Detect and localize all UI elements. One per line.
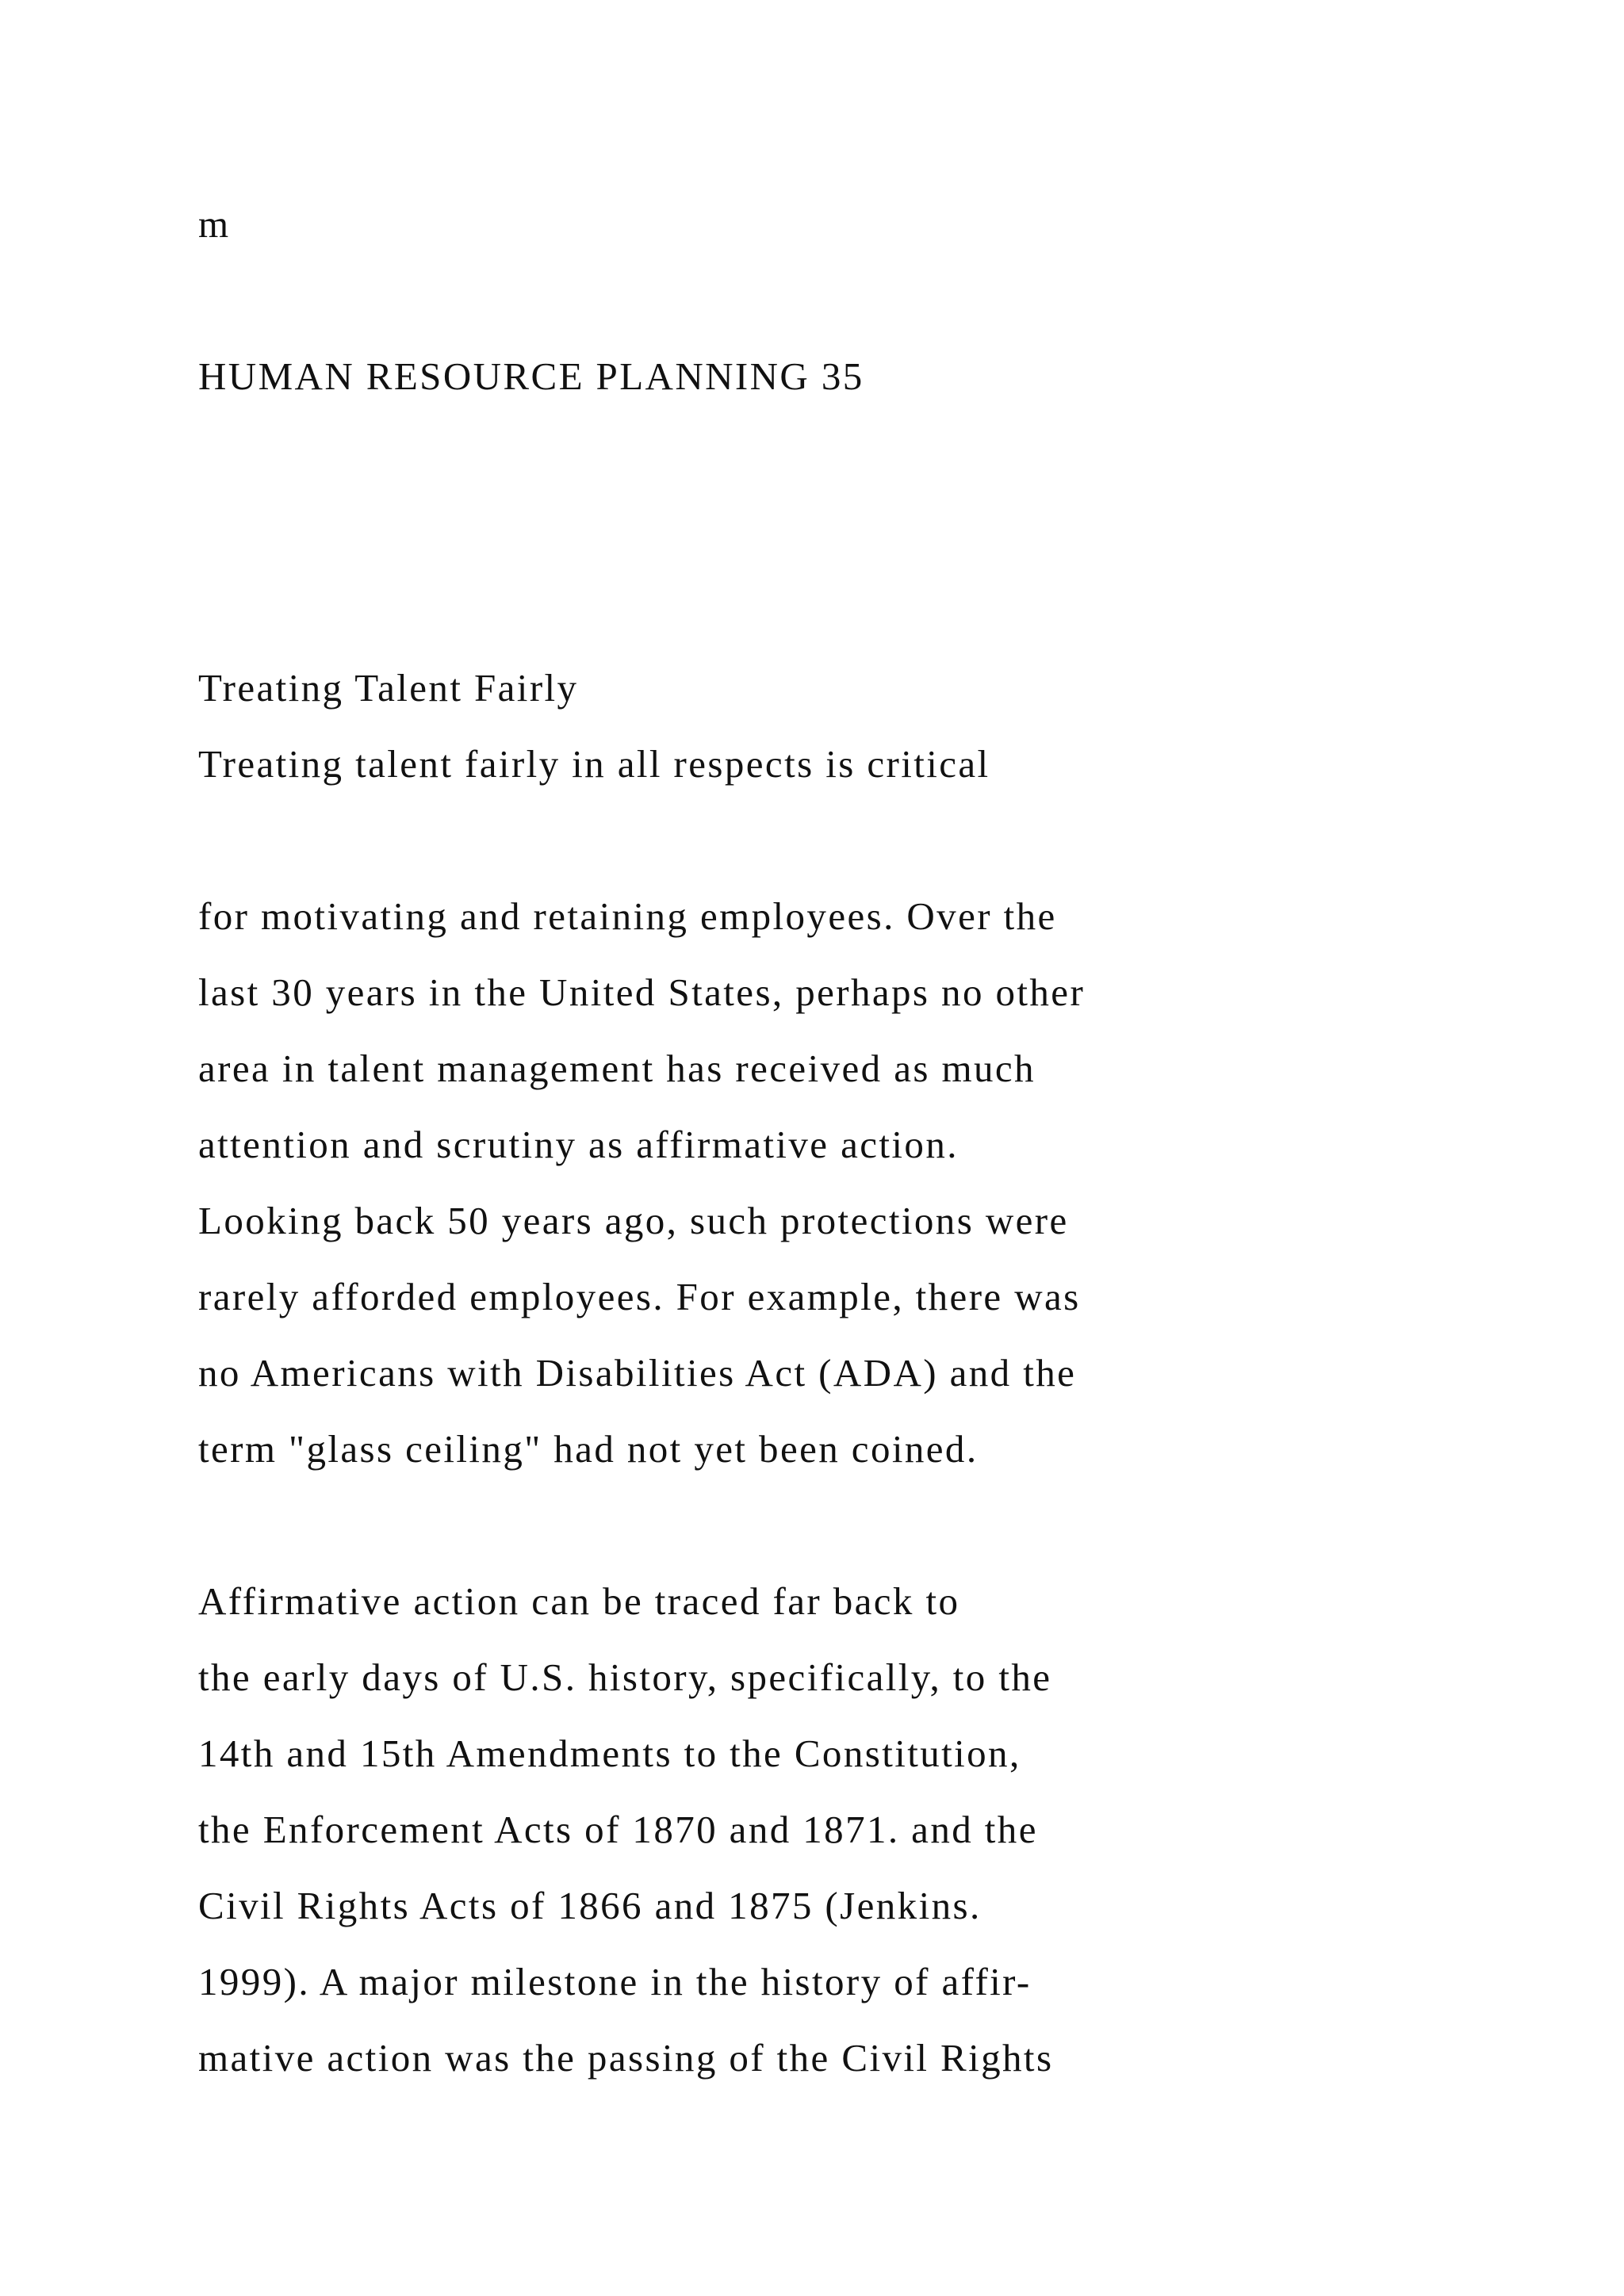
text-line: attention and scrutiny as affirmative action. bbox=[198, 1123, 959, 1166]
text-line: 14th and 15th Amendments to the Constitution, bbox=[198, 1732, 1021, 1775]
text-line: last 30 years in the United States, perhaps no other bbox=[198, 970, 1086, 1014]
stray-mark: m bbox=[198, 202, 231, 246]
text-line: area in talent management has received as much bbox=[198, 1047, 1036, 1090]
text-line: Looking back 50 years ago, such protections were bbox=[198, 1199, 1069, 1242]
text-line: rarely afforded employees. For example, there was bbox=[198, 1275, 1081, 1318]
text-line: mative action was the passing of the Civil Rights bbox=[198, 2036, 1054, 2080]
intro-line: Treating talent fairly in all respects is critical bbox=[198, 742, 990, 786]
text-line: term "glass ceiling" had not yet been coined. bbox=[198, 1427, 979, 1471]
text-line: the Enforcement Acts of 1870 and 1871. and the bbox=[198, 1808, 1038, 1851]
section-heading: Treating Talent Fairly bbox=[198, 666, 579, 710]
text-line: no Americans with Disabilities Act (ADA) and the bbox=[198, 1351, 1077, 1395]
text-line: the early days of U.S. history, specifically, to the bbox=[198, 1655, 1052, 1699]
text-line: Civil Rights Acts of 1866 and 1875 (Jenkins. bbox=[198, 1884, 982, 1927]
text-line: 1999). A major milestone in the history of affir- bbox=[198, 1960, 1032, 2003]
text-line: Affirmative action can be traced far back to bbox=[198, 1579, 960, 1623]
text-line: for motivating and retaining employees. Over the bbox=[198, 894, 1057, 938]
running-header: HUMAN RESOURCE PLANNING 35 bbox=[198, 354, 864, 398]
